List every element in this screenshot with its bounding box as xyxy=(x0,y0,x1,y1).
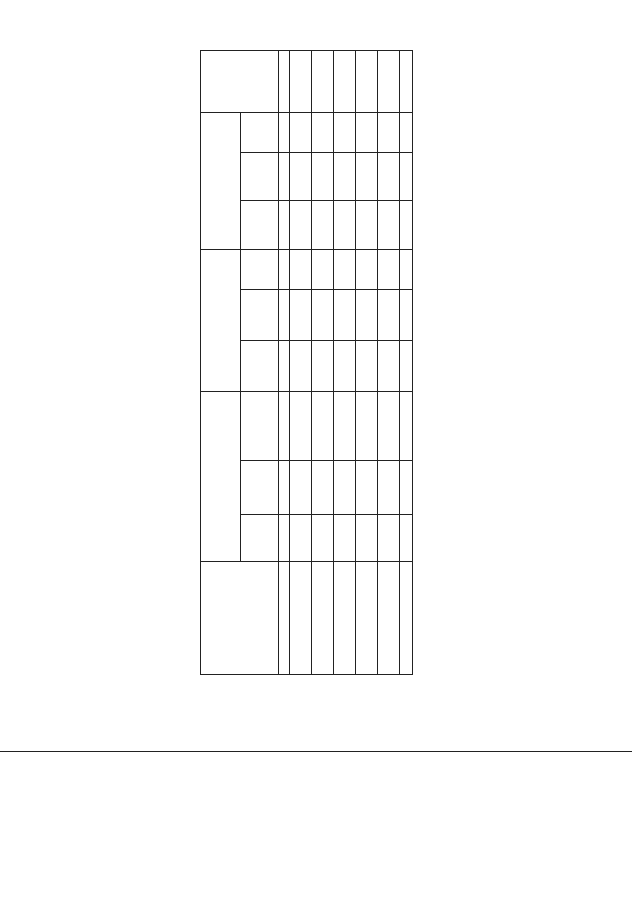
column-number xyxy=(279,341,290,392)
column-number xyxy=(279,562,290,675)
cell xyxy=(334,391,356,460)
cell xyxy=(290,290,312,341)
cell xyxy=(378,152,400,201)
header-group-3 xyxy=(201,113,241,250)
header-subcol xyxy=(241,514,279,561)
cell xyxy=(290,514,312,561)
cell xyxy=(312,290,334,341)
cell xyxy=(400,341,413,392)
cell xyxy=(334,514,356,561)
header-summary xyxy=(201,51,279,113)
cell xyxy=(290,249,312,290)
cell xyxy=(356,113,378,152)
cell xyxy=(290,51,312,113)
horizontal-divider xyxy=(0,751,632,752)
header-subcol xyxy=(241,341,279,392)
cell xyxy=(400,51,413,113)
cell xyxy=(378,113,400,152)
header-name xyxy=(201,562,279,675)
cell xyxy=(400,113,413,152)
table-row xyxy=(378,51,400,675)
cell xyxy=(378,201,400,250)
column-number xyxy=(279,249,290,290)
cell xyxy=(400,249,413,290)
column-number xyxy=(279,152,290,201)
cell xyxy=(312,249,334,290)
cell xyxy=(356,249,378,290)
cell xyxy=(334,152,356,201)
cell xyxy=(312,51,334,113)
district-name xyxy=(356,562,378,675)
column-number xyxy=(279,514,290,561)
cell xyxy=(378,460,400,514)
cell xyxy=(290,113,312,152)
cell xyxy=(400,201,413,250)
district-name xyxy=(290,562,312,675)
cell xyxy=(378,249,400,290)
total-row xyxy=(400,51,413,675)
cell xyxy=(378,51,400,113)
cell xyxy=(312,152,334,201)
cell xyxy=(356,290,378,341)
column-number xyxy=(279,391,290,460)
statistics-table xyxy=(200,50,413,675)
table-row xyxy=(356,51,378,675)
cell xyxy=(312,201,334,250)
header-subcol xyxy=(241,290,279,341)
cell xyxy=(400,460,413,514)
cell xyxy=(312,113,334,152)
cell xyxy=(378,290,400,341)
column-number xyxy=(279,201,290,250)
cell xyxy=(378,514,400,561)
column-number xyxy=(279,460,290,514)
header-subcol xyxy=(241,201,279,250)
cell xyxy=(400,290,413,341)
cell xyxy=(290,460,312,514)
header-group-1 xyxy=(201,391,241,561)
column-number-row xyxy=(279,51,290,675)
cell xyxy=(312,391,334,460)
header-subcol xyxy=(241,391,279,460)
header-subcol xyxy=(241,460,279,514)
cell xyxy=(378,391,400,460)
cell xyxy=(312,341,334,392)
cell xyxy=(290,341,312,392)
cell xyxy=(334,290,356,341)
cell xyxy=(334,249,356,290)
rotated-table xyxy=(200,50,345,675)
cell xyxy=(334,341,356,392)
cell xyxy=(290,201,312,250)
cell xyxy=(400,152,413,201)
header-subcol xyxy=(241,113,279,152)
column-number xyxy=(279,290,290,341)
cell xyxy=(378,341,400,392)
district-name xyxy=(334,562,356,675)
column-number xyxy=(279,51,290,113)
cell xyxy=(356,51,378,113)
cell xyxy=(290,152,312,201)
table-row xyxy=(290,51,312,675)
cell xyxy=(356,391,378,460)
district-name xyxy=(378,562,400,675)
cell xyxy=(356,341,378,392)
cell xyxy=(400,391,413,460)
cell xyxy=(400,514,413,561)
district-name xyxy=(312,562,334,675)
cell xyxy=(312,514,334,561)
header-group-2 xyxy=(201,249,241,391)
cell xyxy=(356,152,378,201)
cell xyxy=(334,51,356,113)
cell xyxy=(290,391,312,460)
cell xyxy=(334,460,356,514)
total-label xyxy=(400,562,413,675)
cell xyxy=(356,201,378,250)
table-row xyxy=(312,51,334,675)
cell xyxy=(334,201,356,250)
cell xyxy=(334,113,356,152)
cell xyxy=(356,460,378,514)
header-subcol xyxy=(241,249,279,290)
cell xyxy=(356,514,378,561)
column-number xyxy=(279,113,290,152)
header-subcol xyxy=(241,152,279,201)
cell xyxy=(312,460,334,514)
table-row xyxy=(334,51,356,675)
